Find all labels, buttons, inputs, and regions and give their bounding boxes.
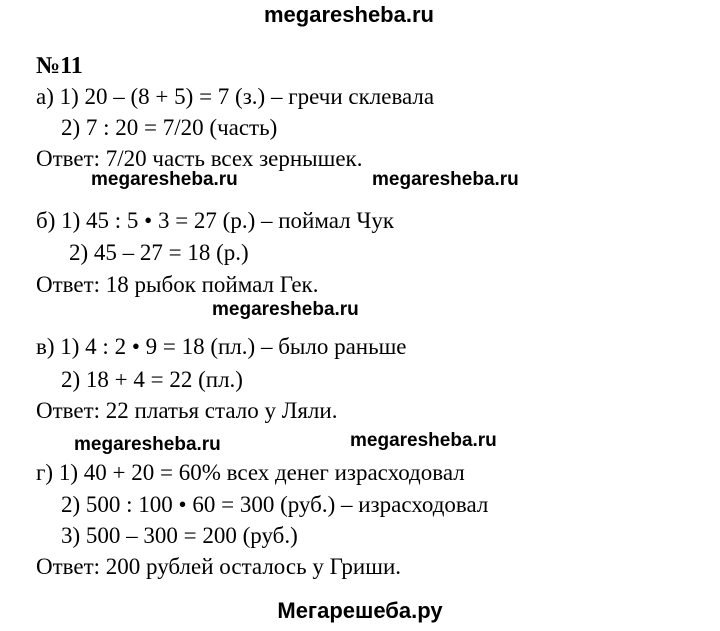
part-b-answer: Ответ: 18 рыбок поймал Гек. bbox=[36, 272, 319, 297]
watermark-b-center: megaresheba.ru bbox=[212, 299, 359, 320]
part-v-answer: Ответ: 22 платья стало у Ляли. bbox=[36, 398, 338, 423]
part-a-line-1: а) 1) 20 – (8 + 5) = 7 (з.) – гречи склевала bbox=[36, 84, 435, 109]
watermark-v-right: megaresheba.ru bbox=[350, 430, 497, 451]
watermark-a-right: megaresheba.ru bbox=[372, 169, 519, 190]
part-v-line-1: в) 1) 4 : 2 • 9 = 18 (пл.) – было раньше bbox=[36, 334, 407, 359]
part-g-line-1: г) 1) 40 + 20 = 60% всех денег израсходовал bbox=[36, 460, 465, 485]
watermark-v-left: megaresheba.ru bbox=[74, 434, 221, 455]
part-a-answer: Ответ: 7/20 часть всех зернышек. bbox=[36, 146, 363, 171]
part-b-line-1: б) 1) 45 : 5 • 3 = 27 (р.) – поймал Чук bbox=[36, 208, 395, 233]
part-g-line-2: 2) 500 : 100 • 60 = 300 (руб.) – израсходовал bbox=[61, 492, 489, 517]
part-g-line-3: 3) 500 – 300 = 200 (руб.) bbox=[61, 523, 298, 548]
part-a-line-2: 2) 7 : 20 = 7/20 (часть) bbox=[61, 115, 278, 140]
part-b-line-2: 2) 45 – 27 = 18 (р.) bbox=[69, 240, 249, 265]
watermark-top: megaresheba.ru bbox=[264, 2, 434, 27]
problem-number: №11 bbox=[36, 53, 83, 79]
part-v-line-2: 2) 18 + 4 = 22 (пл.) bbox=[61, 367, 243, 392]
footer-site-name: Мегарешеба.ру bbox=[277, 598, 443, 623]
part-g-answer: Ответ: 200 рублей осталось у Гриши. bbox=[36, 554, 402, 579]
watermark-a-left: megaresheba.ru bbox=[91, 169, 238, 190]
